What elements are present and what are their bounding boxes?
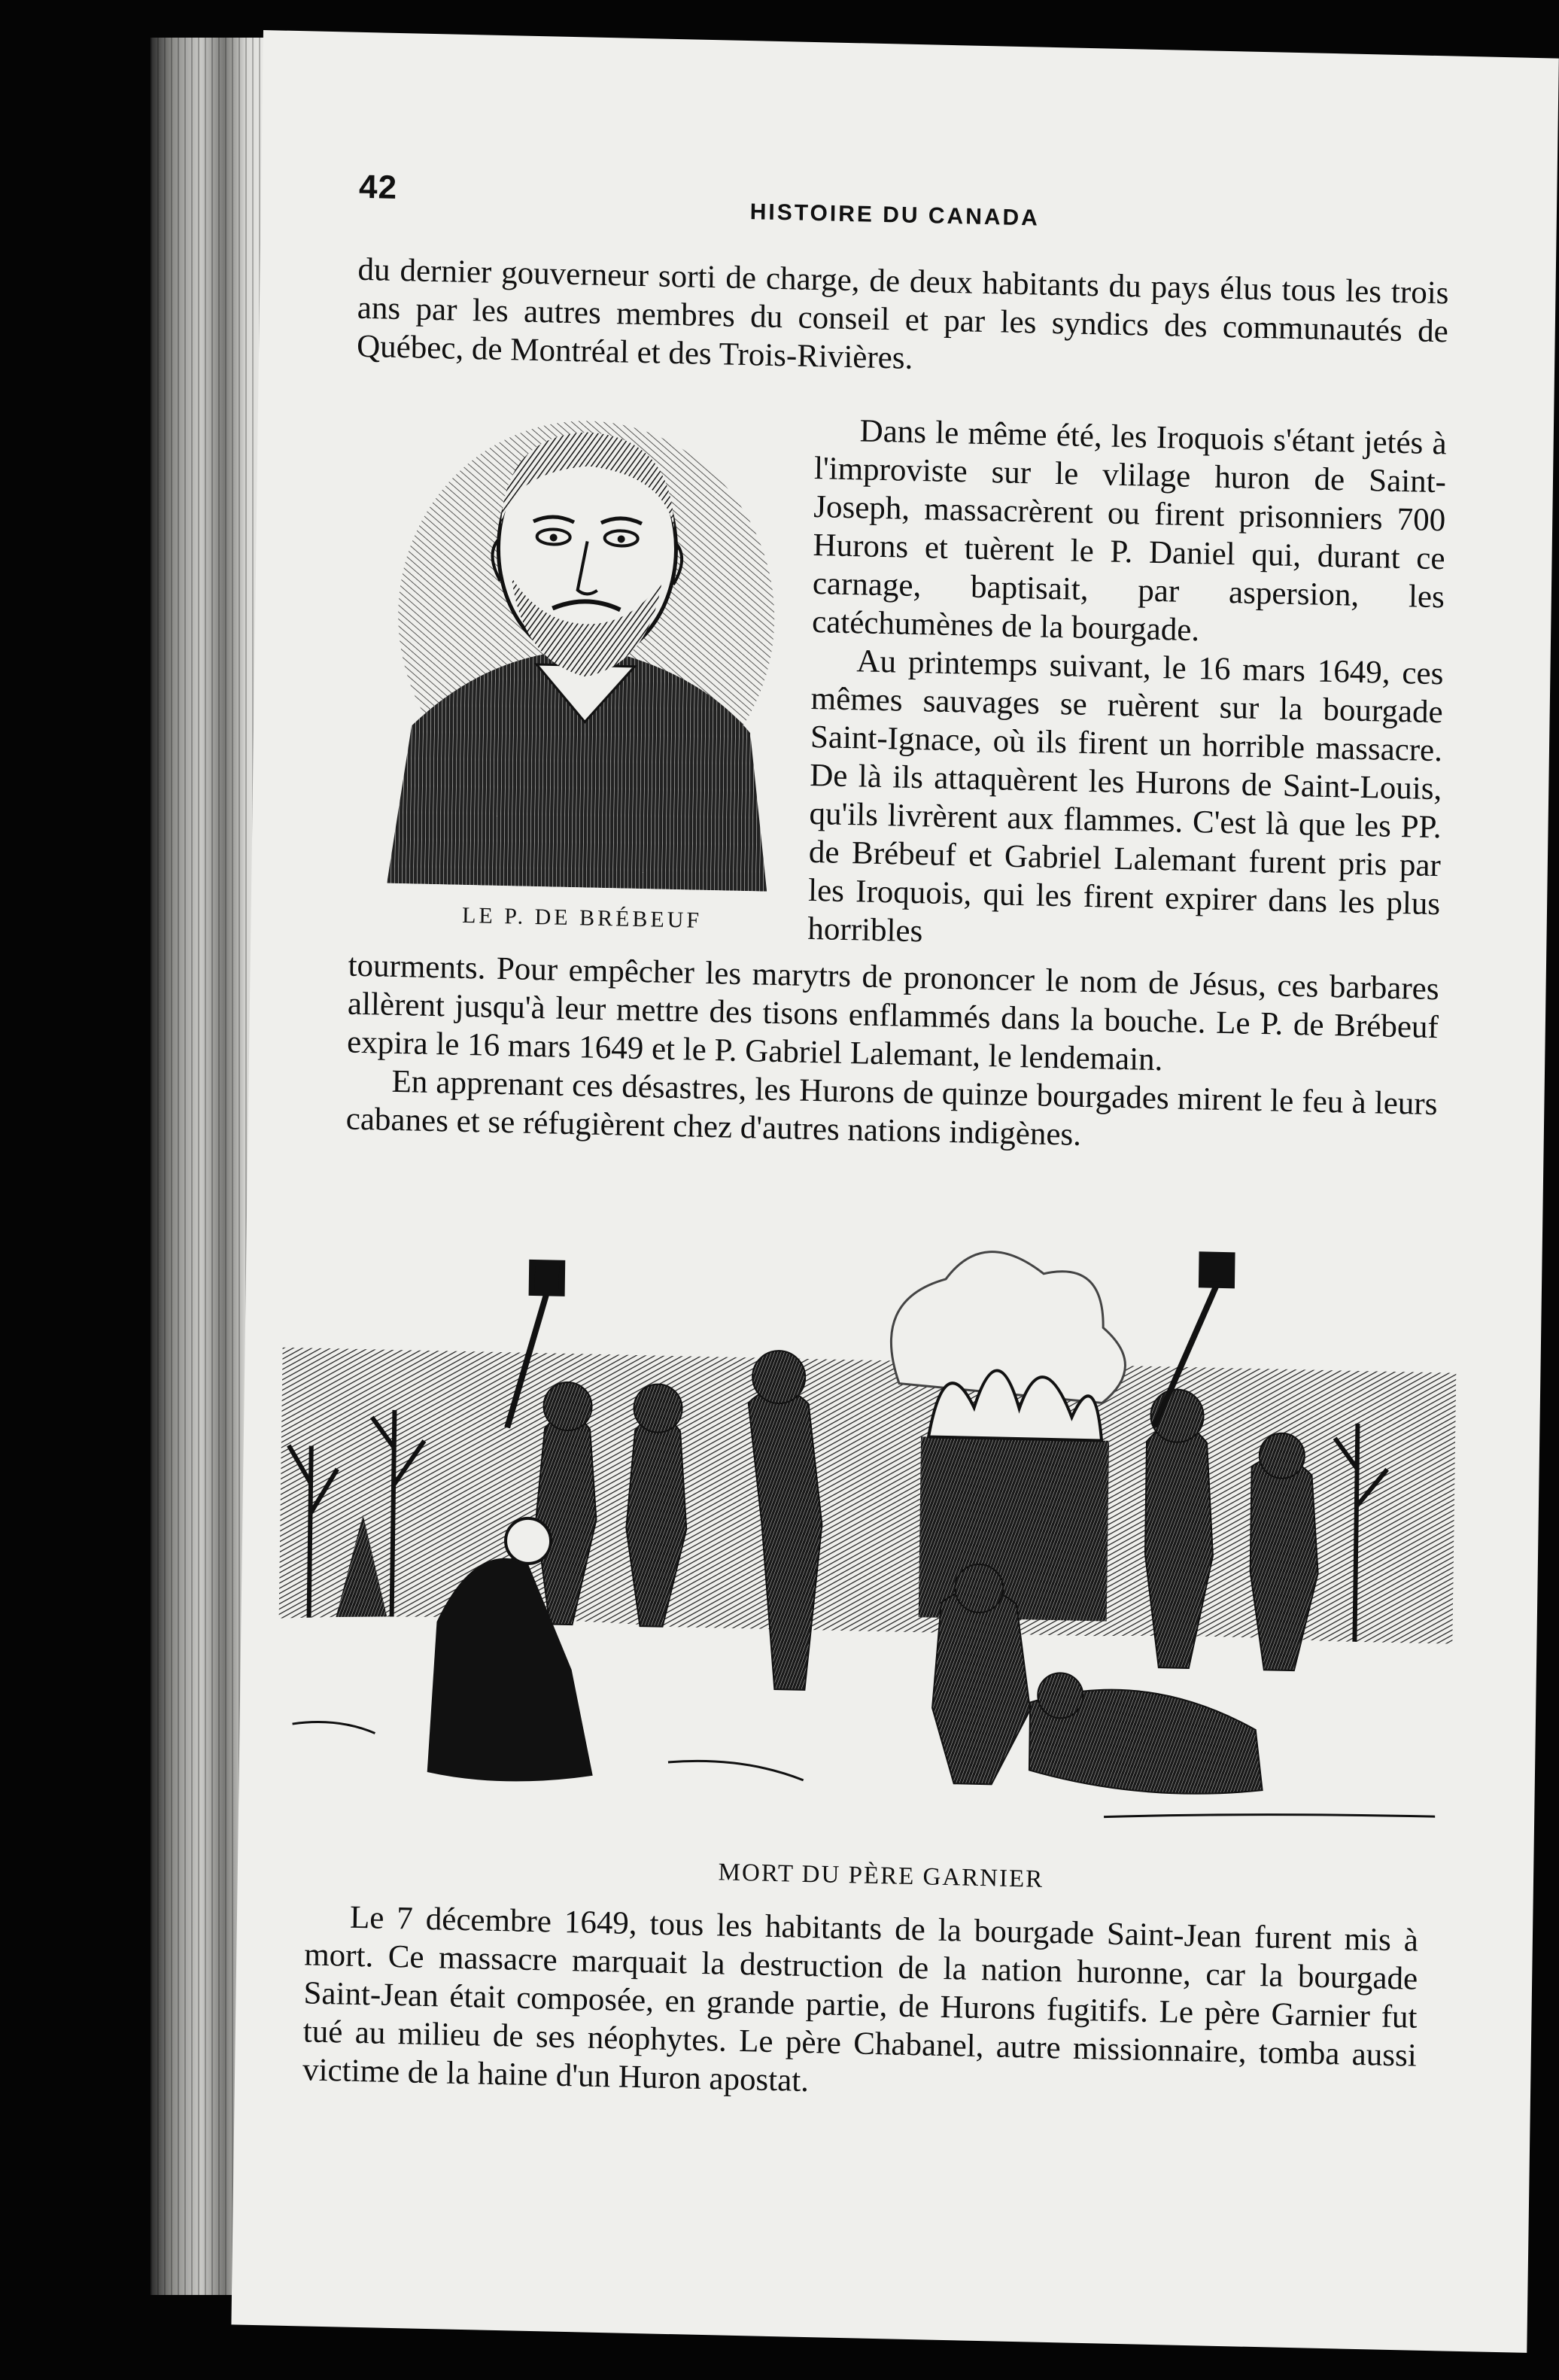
scene-caption: MORT DU PÈRE GARNIER — [718, 1859, 1044, 1893]
right-column-text — [807, 411, 1447, 962]
paragraph-iroquois-summer: Dans le même été, les Iroquois s'étant jetés à l'improviste sur le vlilage huron de Saint-Joseph, massacrèrent ou firent prisonniers 700 Hurons et tuèrent le P. Daniel qui, durant ce carnage, baptisait, par aspersion, les catéchumènes de la bourgade. — [811, 413, 1447, 649]
page-number: 42 — [358, 168, 398, 206]
paragraph-saint-jean: Le 7 décembre 1649, tous les habitants de la bourgade Saint-Jean furent mis à mort. Ce massacre marquait la destruction de la nation huronne, car la bourgade Saint-Jean était composée, en grande partie, de Hurons fugitifs. Le père Garnier fut tué au milieu de ses néophytes. Le père Chabanel, autre missionnaire, tomba aussi victime de la haine d'un Huron apostat. — [302, 1899, 1419, 2099]
paragraph-spring-1649: Au printemps suivant, le 16 mars 1649, ces mêmes sauvages se ruèrent sur la bourgade Saint-Ignace, où ils firent un horrible massacre. De là ils attaquèrent les Hurons de Saint-Louis, qu'ils livrèrent aux flammes. C'est là que les PP. de Brébeuf et Gabriel Lalemant furent pris par les Iroquois, qui les firent expirer dans les plus horribles — [807, 643, 1444, 950]
scene-engraving — [276, 1197, 1459, 1855]
book-page — [231, 30, 1558, 2353]
text-block-after-portrait — [345, 947, 1439, 1163]
paragraph-torments: tourments. Pour empêcher les marytrs de prononcer le nom de Jésus, ces barbares allèrent jusqu'à leur mettre des tisons enflammés dans la bouche. Le P. de Brébeuf expira le 16 mars 1649 et le P. Gabriel Lalemant, le lendemain. — [346, 947, 1439, 1078]
portrait-brebeuf-illustration — [356, 401, 785, 952]
portrait-engraving — [357, 401, 785, 892]
running-title: HISTOIRE DU CANADA — [749, 199, 1041, 231]
intro-paragraph: du dernier gouverneur sorti de charge, de deux habitants du pays élus tous les trois ans par les autres membres du conseil et par les syndics des communautés de Québec, de Montréal et des Trois-Rivières. — [356, 251, 1449, 376]
page-content — [302, 168, 1450, 2099]
portrait-caption: LE P. DE BRÉBEUF — [461, 902, 703, 933]
massacre-scene-illustration — [276, 1197, 1459, 1855]
paragraph-hurons-flee: En apprenant ces désastres, les Hurons de quinze bourgades mirent le feu à leurs cabanes et se réfugièrent chez d'autres nations indigènes. — [345, 1063, 1438, 1153]
